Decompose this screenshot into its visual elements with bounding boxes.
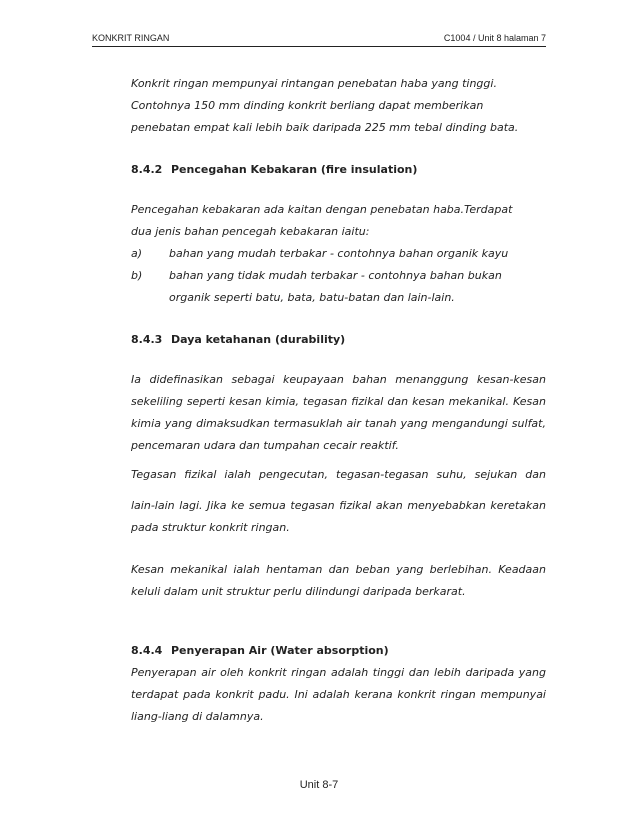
list-item-text: bahan yang tidak mudah terbakar - contohnya bahan bukan (169, 269, 502, 282)
paragraph-line: Tegasan fizikal ialah pengecutan, tegasan-tegasan suhu, sejukan dan (131, 468, 546, 481)
running-header-title: KONKRIT RINGAN (92, 33, 170, 43)
list-marker: a) (131, 247, 143, 260)
intro-line: Contohnya 150 mm dinding konkrit berliang dapat memberikan (131, 99, 484, 112)
list-marker: b) (131, 269, 143, 282)
paragraph-line: sekeliling seperti kesan kimia, tegasan fizikal dan kesan mekanikal. Kesan (131, 395, 546, 408)
list-item (131, 243, 508, 265)
intro-line: penebatan empat kali lebih baik daripada 225 mm tebal dinding bata. (131, 121, 519, 134)
running-header-page-ref: C1004 / Unit 8 halaman 7 (443, 33, 546, 43)
paragraph-line: Ia didefinasikan sebagai keupayaan bahan menanggung kesan-kesan (131, 373, 546, 386)
paragraph-line: Pencegahan kebakaran ada kaitan dengan penebatan haba.Terdapat (131, 203, 513, 216)
paragraph-line: pencemaran udara dan tumpahan cecair reaktif. (131, 439, 399, 452)
header-divider (92, 46, 546, 47)
section-title: Daya ketahanan (durability) (171, 333, 346, 346)
list-item (131, 265, 502, 287)
section-number: 8.4.2 (131, 163, 163, 176)
section-number: 8.4.4 (131, 644, 163, 657)
paragraph-line: Penyerapan air oleh konkrit ringan adalah tinggi dan lebih daripada yang (131, 666, 546, 679)
page-footer: Unit 8-7 (299, 779, 339, 791)
intro-line: Konkrit ringan mempunyai rintangan penebatan haba yang tinggi. (131, 77, 497, 90)
paragraph-line: pada struktur konkrit ringan. (131, 521, 290, 534)
paragraph-line: dua jenis bahan pencegah kebakaran iaitu: (131, 225, 370, 238)
paragraph-line: liang-liang di dalamnya. (131, 710, 264, 723)
paragraph-line: Kesan mekanikal ialah hentaman dan beban yang berlebihan. Keadaan (131, 563, 546, 576)
list-item-continuation: organik seperti batu, bata, batu-batan dan lain-lain. (169, 291, 455, 304)
section-title: Penyerapan Air (Water absorption) (171, 644, 389, 657)
paragraph-line: keluli dalam unit struktur perlu dilindungi daripada berkarat. (131, 585, 466, 598)
section-heading-8-4-4 (131, 640, 389, 662)
paragraph-line: lain-lain lagi. Jika ke semua tegasan fizikal akan menyebabkan keretakan (131, 499, 546, 512)
section-number: 8.4.3 (131, 333, 163, 346)
paragraph-line: terdapat pada konkrit padu. Ini adalah kerana konkrit ringan mempunyai (131, 688, 546, 701)
section-title: Pencegahan Kebakaran (fire insulation) (171, 163, 418, 176)
section-heading-8-4-2 (131, 159, 417, 181)
paragraph-line: kimia yang dimaksudkan termasuklah air tanah yang mengandungi sulfat, (131, 417, 546, 430)
section-heading-8-4-3 (131, 329, 345, 351)
list-item-text: bahan yang mudah terbakar - contohnya bahan organik kayu (169, 247, 509, 260)
